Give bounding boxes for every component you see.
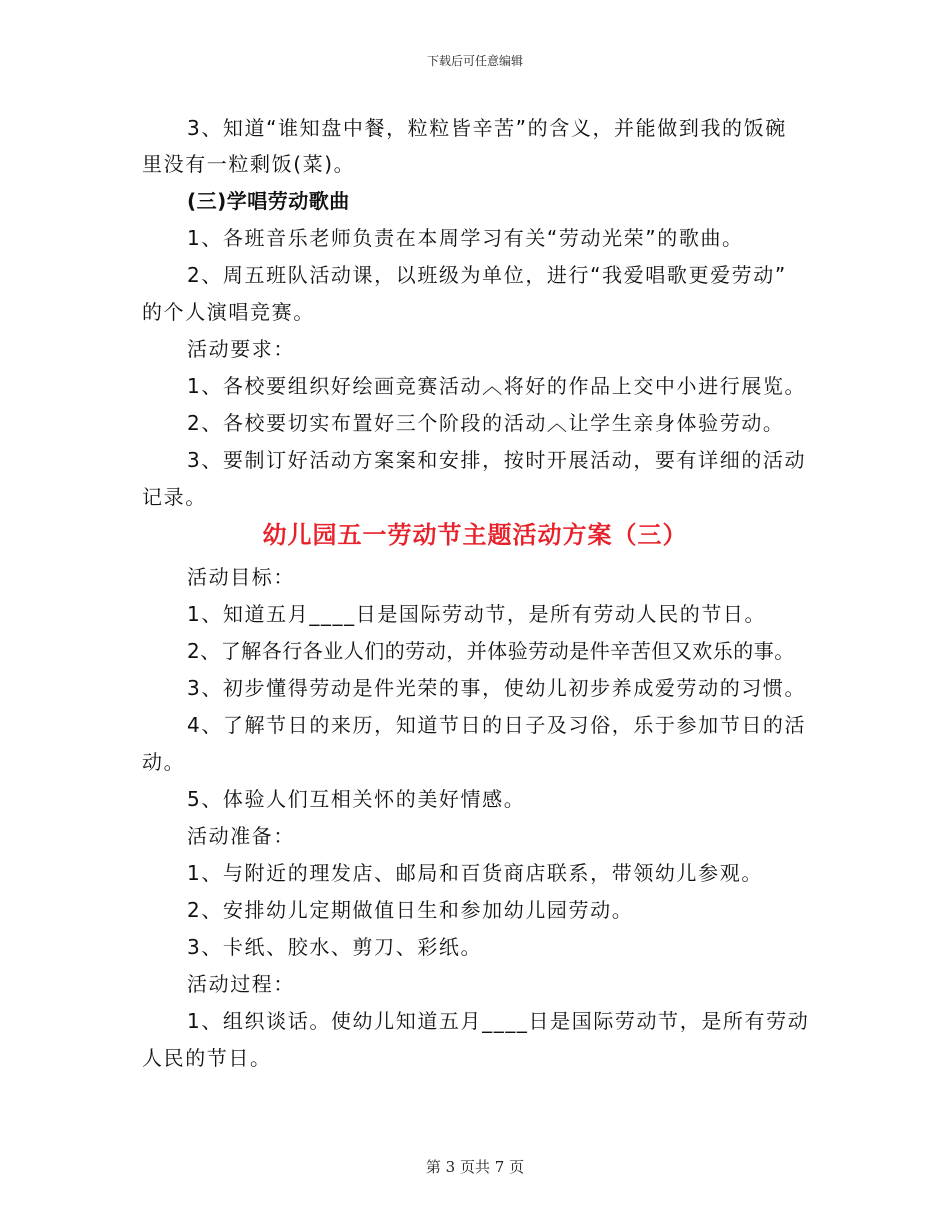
paragraph-line: 1、组织谈话。使幼儿知道五月____日是国际劳动节，是所有劳动 (187, 1009, 810, 1033)
page-header: 下载后可任意编辑 (426, 54, 523, 68)
document-title: 幼儿园五一劳动节主题活动方案（三） (262, 521, 688, 549)
paragraph-line: 4、了解节日的来历，知道节日的日子及习俗，乐于参加节日的活 (187, 713, 807, 737)
paragraph-line: 的个人演唱竞赛。 (142, 300, 315, 324)
paragraph-line: 1、各班音乐老师负责在本周学习有关“劳动光荣”的歌曲。 (187, 226, 744, 250)
paragraph-line: 活动过程： (187, 972, 295, 996)
paragraph-line: 3、要制订好活动方案案和安排，按时开展活动，要有详细的活动 (187, 448, 807, 472)
paragraph-line: 2、周五班队活动课，以班级为单位，进行“我爱唱歌更爱劳动” (187, 263, 787, 287)
paragraph-line: 2、安排幼儿定期做值日生和参加幼儿园劳动。 (187, 898, 634, 922)
paragraph-line: 活动准备： (187, 824, 295, 848)
section-heading: (三)学唱劳动歌曲 (187, 189, 350, 213)
paragraph-line: 3、知道“谁知盘中餐，粒粒皆辛苦”的含义，并能做到我的饭碗 (187, 116, 787, 140)
paragraph-line: 记录。 (142, 485, 207, 509)
paragraph-line: 3、卡纸、胶水、剪刀、彩纸。 (187, 935, 483, 959)
paragraph-line: 1、与附近的理发店、邮局和百货商店联系，带领幼儿参观。 (187, 861, 763, 885)
paragraph-line: 3、初步懂得劳动是件光荣的事，使幼儿初步养成爱劳动的习惯。 (187, 676, 807, 700)
paragraph-line: 2、各校要切实布置好三个阶段的活动︿让学生亲身体验劳动。 (187, 411, 785, 435)
paragraph-line: 活动要求： (187, 337, 295, 361)
paragraph-line: 活动目标： (187, 565, 295, 589)
paragraph-line: 1、各校要组织好绘画竞赛活动︿将好的作品上交中小进行展览。 (187, 374, 807, 398)
paragraph-line: 里没有一粒剩饭(菜)。 (142, 152, 356, 176)
paragraph-line: 1、知道五月____日是国际劳动节，是所有劳动人民的节日。 (187, 602, 767, 626)
page-footer: 第 3 页共 7 页 (425, 1158, 525, 1176)
paragraph-line: 人民的节日。 (142, 1046, 272, 1070)
paragraph-line: 2、了解各行各业人们的劳动，并体验劳动是件辛苦但又欢乐的事。 (187, 639, 795, 663)
paragraph-line: 5、体验人们互相关怀的美好情感。 (187, 787, 526, 811)
paragraph-line: 动。 (142, 750, 186, 774)
